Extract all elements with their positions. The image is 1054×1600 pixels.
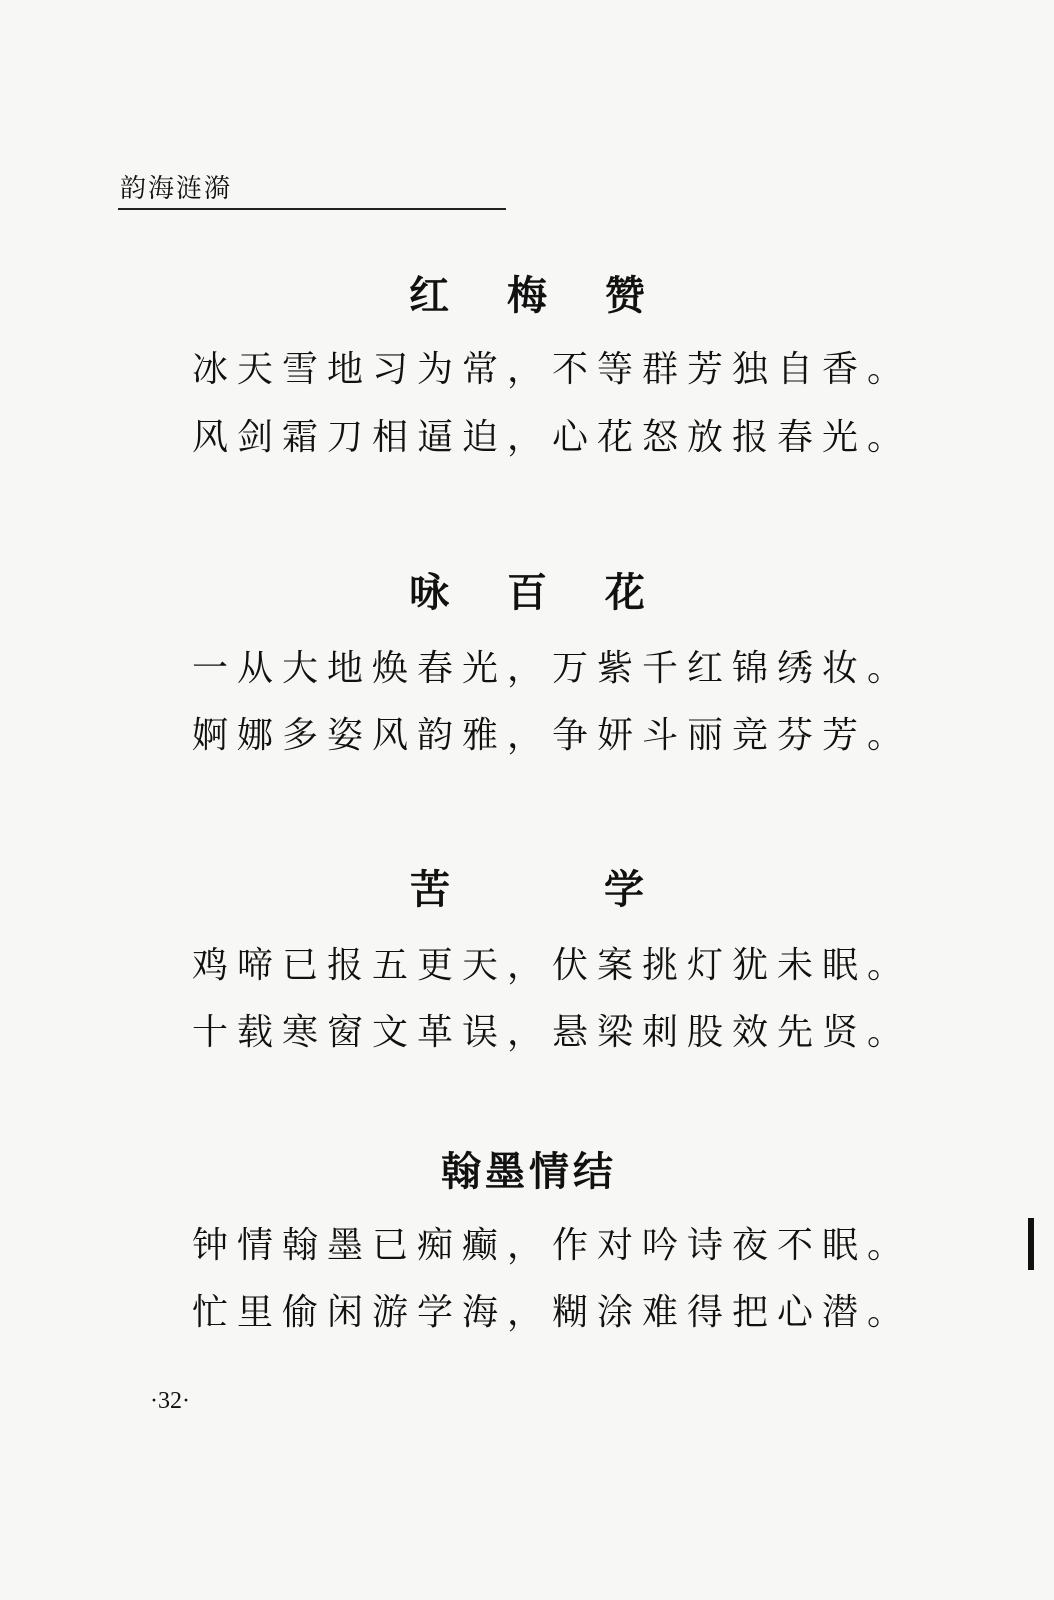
poem-hong-mei-zan [0,266,1054,326]
poem-line: 风剑霜刀相逼迫，心花怒放报春光。 [192,417,913,458]
poem-yong-bai-hua [0,563,1054,623]
poem-title: 翰墨情结 [441,1149,617,1195]
poem-title: 苦 学 [410,867,714,913]
header-rule [118,208,506,210]
poem-line: 冰天雪地习为常，不等群芳独自香。 [192,349,913,390]
poem-line: 鸡啼已报五更天，伏案挑灯犹未眠。 [192,945,913,986]
poem-ku-xue [0,860,1054,920]
poem-line: 钟情翰墨已痴癫，作对吟诗夜不眠。 [192,1225,913,1266]
poem-line: 十载寒窗文革误，悬梁刺股效先贤。 [192,1012,913,1053]
poem-title: 红 梅 赞 [409,273,667,319]
poem-line: 忙里偷闲游学海，糊涂难得把心潜。 [192,1292,913,1333]
poem-title: 咏 百 花 [409,570,667,616]
page-edge-mark [1028,1218,1034,1270]
poem-line: 婀娜多姿风韵雅，争妍斗丽竞芬芳。 [192,715,913,756]
poem-line: 一从大地焕春光，万紫千红锦绣妆。 [192,648,913,689]
running-header: 韵海涟漪 [120,174,233,204]
page-number: ·32· [150,1388,190,1414]
poem-han-mo-qing-jie [0,1142,1054,1202]
